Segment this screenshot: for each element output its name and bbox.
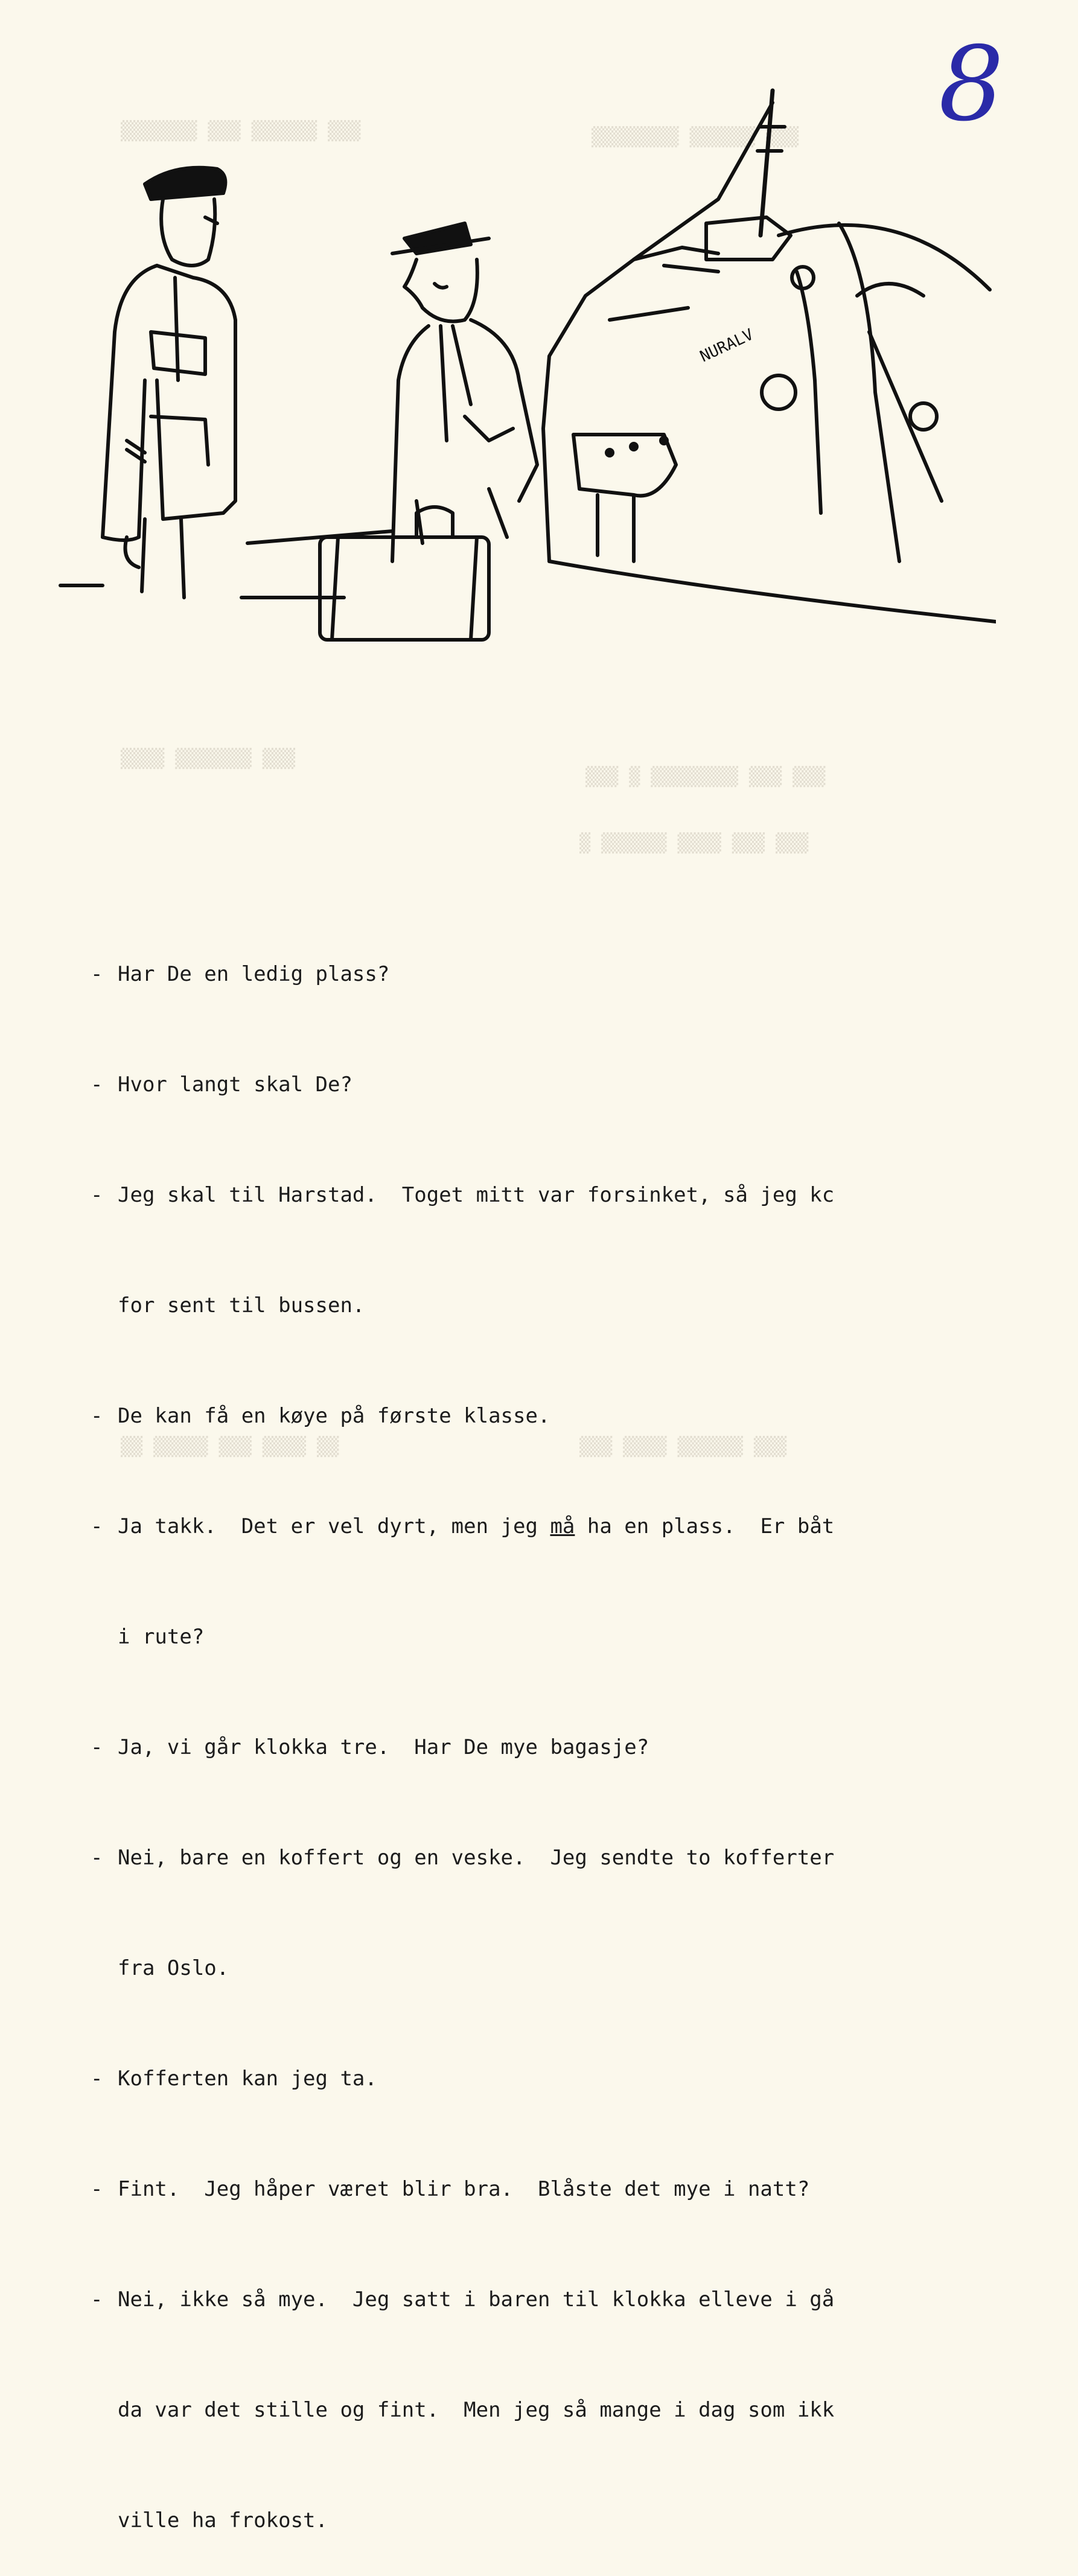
dialogue-line: - Har De en ledig plass? xyxy=(91,962,390,986)
dialogue-line: - Nei, ikke så mye. Jeg satt i baren til klokka elleve i gå xyxy=(91,2287,835,2312)
captain-figure xyxy=(103,168,235,598)
dialogue-line: - Jeg skal til Harstad. Toget mitt var forsinket, så jeg kc xyxy=(91,1183,835,1207)
ship-drawing xyxy=(543,91,996,622)
ship-and-passengers-drawing xyxy=(54,78,996,718)
show-through-text: ▒▒▒ ▒▒▒▒▒▒ ▒▒▒▒▒▒▒▒ xyxy=(592,127,799,148)
dialogue-line: ville ha frokost. xyxy=(118,2508,328,2533)
dialogue-line: - Fint. Jeg håper været blir bra. Blåste det mye i natt? xyxy=(91,2177,810,2201)
dialogue-line: - De kan få en køye på første klasse. xyxy=(91,1404,550,1428)
show-through-text: ▒▒▒ ▒▒▒▒▒▒ ▒▒▒ ▒▒▒▒▒▒▒ xyxy=(121,121,361,142)
dialogue-line: - Nei, bare en koffert og en veske. Jeg sendte to kofferter xyxy=(91,1846,835,1870)
dialogue-line: for sent til bussen. xyxy=(118,1293,365,1318)
harbor-illustration xyxy=(54,78,996,718)
dialogue-line: da var det stille og fint. Men jeg så mange i dag som ikk xyxy=(118,2398,835,2422)
dialogue-line: i rute? xyxy=(118,1625,205,1649)
show-through-text: ▒▒▒ ▒▒▒ ▒▒▒▒ ▒▒▒▒▒▒ ▒ xyxy=(579,833,809,854)
dialogue-line: - Ja, vi går klokka tre. Har De mye bagasje? xyxy=(91,1735,649,1759)
ship-name-label: NURALV xyxy=(697,325,757,366)
dialogue-line: fra Oslo. xyxy=(118,1956,229,1980)
page-number: 8 xyxy=(939,25,1004,144)
dialogue-text xyxy=(91,882,960,2576)
show-through-text: ▒▒ ▒▒▒▒ ▒▒▒ ▒▒▒▒▒ ▒▒ xyxy=(121,1436,339,1458)
show-through-text: ▒▒▒ ▒▒▒ ▒▒▒▒▒▒▒▒ ▒ ▒▒▒ xyxy=(585,767,826,788)
show-through-text: ▒▒▒ ▒▒▒▒▒▒ ▒▒▒▒ ▒▒▒ xyxy=(579,1436,787,1458)
dialogue-line: - Ja takk. Det er vel dyrt, men jeg må ha en plass. Er båt xyxy=(91,1514,835,1538)
emphasized-word: må xyxy=(550,1514,575,1538)
dialogue-line: - Hvor langt skal De? xyxy=(91,1073,352,1097)
traveller-figure xyxy=(320,223,537,640)
dialogue-line: - Kofferten kan jeg ta. xyxy=(91,2067,377,2091)
show-through-text: ▒▒▒ ▒▒▒▒▒▒▒ ▒▒▒▒ xyxy=(121,748,295,770)
